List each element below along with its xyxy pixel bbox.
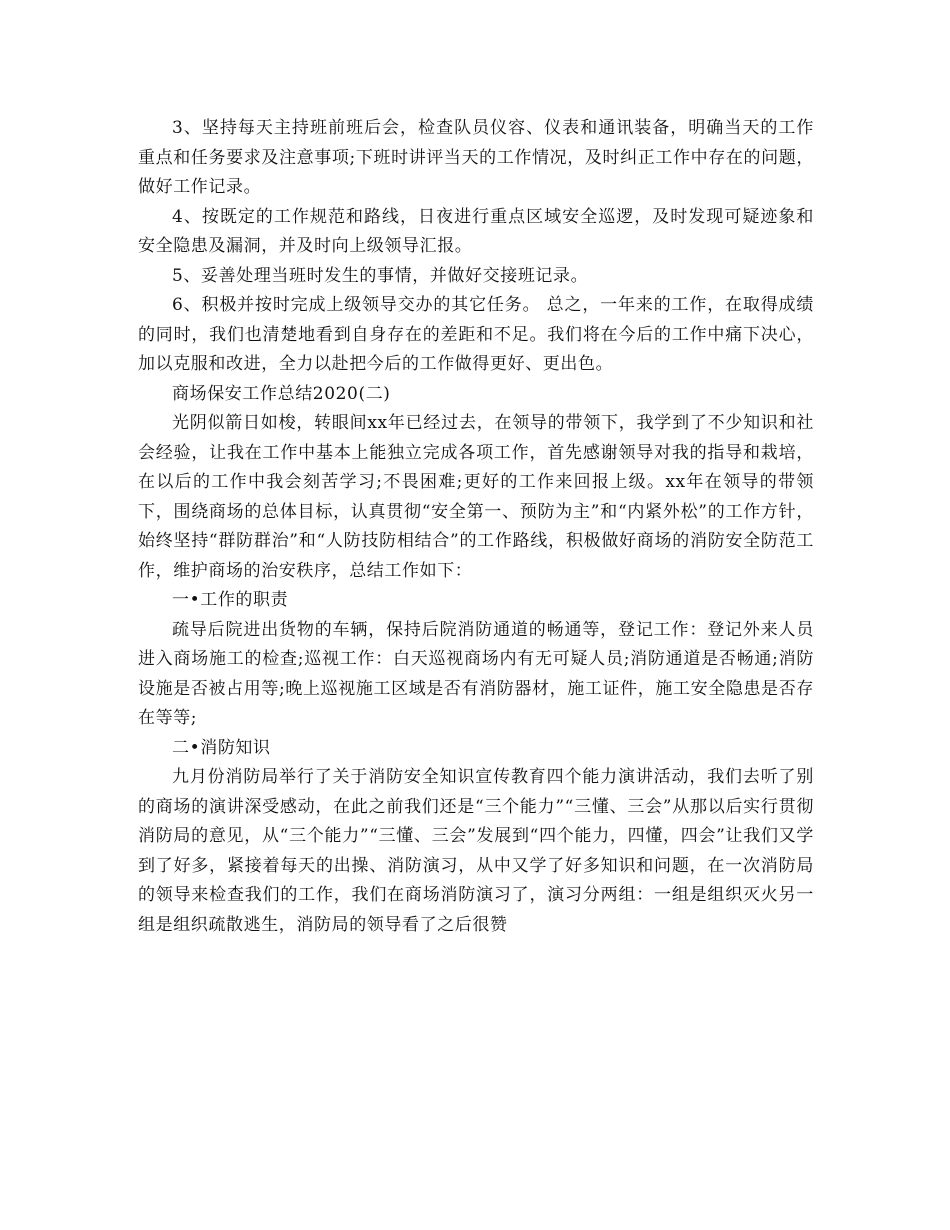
paragraph-item-3: 3、坚持每天主持班前班后会，检查队员仪容、仪表和通讯装备，明确当天的工作重点和任务要求及注意事项;下班时讲评当天的工作情况，及时纠正工作中存在的问题，做好工作记录。 <box>138 118 814 197</box>
subheading-fire-knowledge: 二•消防知识 <box>172 737 271 758</box>
subheading-duties: 一•工作的职责 <box>172 590 289 610</box>
paragraph-duties: 疏导后院进出货物的车辆，保持后院消防通道的畅通等，登记工作：登记外来人员进入商场施工的检查;巡视工作：白天巡视商场内有无可疑人员;消防通道是否畅通;消防设施是否被占用等;晚上巡视施工区域是否有消防器材，施工证件，施工安全隐患是否存在等等; <box>138 619 814 728</box>
document-body <box>138 114 814 940</box>
paragraph-fire-knowledge: 九月份消防局举行了关于消防安全知识宣传教育四个能力演讲活动，我们去听了别的商场的演讲深受感动，在此之前我们还是“三个能力”“三懂、三会”从那以后实行贯彻消防局的意见，从“三个能力”“三懂、三会”发展到“四个能力，四懂，四会”让我们又学到了好多，紧接着每天的出操、消防演习，从中又学了好多知识和问题，在一次消防局的领导来检查我们的工作，我们在商场消防演习了，演习分两组：一组是组织灭火另一组是组织疏散逃生，消防局的领导看了之后很赞 <box>138 767 814 935</box>
section-title-part-two: 商场保安工作总结2020(二) <box>172 383 391 404</box>
paragraph-item-5: 5、妥善处理当班时发生的事情，并做好交接班记录。 <box>172 265 589 286</box>
paragraph-item-6-summary: 6、积极并按时完成上级领导交办的其它任务。 总之，一年来的工作，在取得成绩的同时，我们也清楚地看到自身存在的差距和不足。我们将在今后的工作中痛下决心，加以克服和改进，全力以赴把今后的工作做得更好、更出色。 <box>138 295 814 374</box>
paragraph-item-4: 4、按既定的工作规范和路线，日夜进行重点区域安全巡逻，及时发现可疑迹象和安全隐患及漏洞，并及时向上级领导汇报。 <box>138 206 814 256</box>
paragraph-intro: 光阴似箭日如梭，转眼间xx年已经过去，在领导的带领下，我学到了不少知识和社会经验，让我在工作中基本上能独立完成各项工作，首先感谢领导对我的指导和栽培，在以后的工作中我会刻苦学习;不畏困难;更好的工作来回报上级。xx年在领导的带领下，围绕商场的总体目标，认真贯彻“安全第一、预防为主”和“内紧外松”的工作方针，始终坚持“群防群治”和“人防技防相结合”的工作路线，积极做好商场的消防安全防范工作，维护商场的治安秩序，总结工作如下： <box>138 413 814 581</box>
